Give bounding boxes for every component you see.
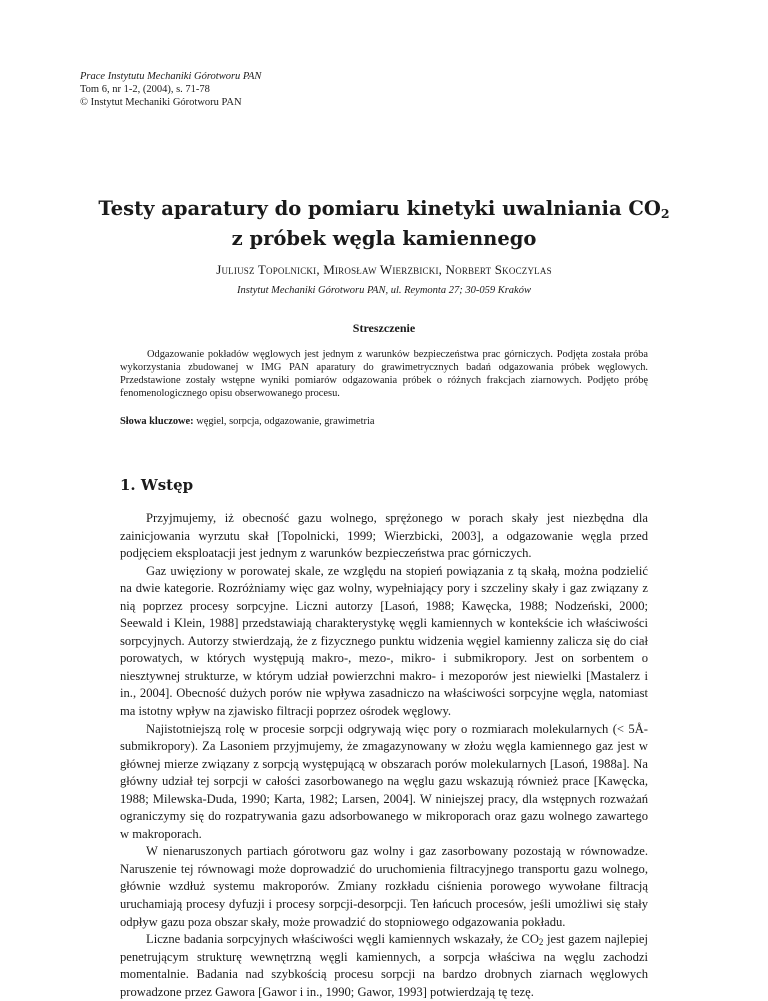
journal-info (80, 70, 261, 109)
paragraph-part: Liczne badania sorpcyjnych właściwości węgli kamiennych wskazały, że CO (146, 932, 539, 947)
paragraph-subscript: 2 (538, 937, 544, 948)
paragraph: W nienaruszonych partiach górotworu gaz wolny i gaz zasorbowany pozostają w równowadze. Naruszenie tej równowagi może doprowadzić do uruchomienia filtracyjnego transportu gazu wolnego, głównie wzdłuż systemu makroporów. Zmiany rozkładu ciśnienia porowego wywołane filtracją uruchamiają procesy dyfuzji i procesy sorpcji-desorpcji. Ten łańcuch procesów, jeśli umożliwi się stały odpływ gazu poza obszar skały, może prowadzić do stopniowego odgazowania pokładu. (120, 844, 648, 929)
title-subscript: 2 (660, 206, 670, 221)
abstract-heading: Streszczenie (352, 321, 416, 335)
keywords-text: węgiel, sorpcja, odgazowanie, grawimetria (193, 416, 375, 427)
section-body (120, 510, 648, 1001)
title-line-1: Testy aparatury do pomiaru kinetyki uwalniania CO (98, 197, 661, 220)
journal-volume: Tom 6, nr 1-2, (2004), s. 71-78 (80, 84, 210, 95)
keywords-label: Słowa kluczowe: (120, 416, 194, 427)
paragraph (120, 931, 648, 1001)
title-line-2: z próbek węgla kamiennego (231, 227, 537, 250)
section-heading: 1. Wstęp (120, 476, 194, 494)
paragraph: Przyjmujemy, iż obecność gazu wolnego, sprężonego w porach skały jest niezbędna dla zainicjowania wyrzutu skał [Topolnicki, 1999; Wierzbicki, 2003], a odgazowanie węgla przed podjęciem eksploatacji jest jednym z warunków bezpieczeństwa prac górniczych. (120, 511, 648, 561)
paper-title (0, 196, 768, 251)
keywords (120, 416, 648, 427)
paragraph-part: jest gazem najlepiej penetrującym strukturę wewnętrzną węgli kamiennych, a sorpcja właściwa na węglu zachodzi momentalnie. Badania nad szybkością procesu sorpcji na bardzo drobnych ziarnach węglowych prowadzone przez Gawora [Gawor i in., 1990; Gawor, 1993] potwierdzają tę tezę. (120, 932, 649, 999)
abstract-text: Odgazowanie pokładów węglowych jest jednym z warunków bezpieczeństwa prac górniczych. Podjęta została próba wykorzystania zbudowanej w IMG PAN aparatury do grawimetrycznych badań odgazowania próbek węglowych. Przedstawione zostały wstępne wyniki pomiarów odgazowania próbek o różnych frakcjach ziarnowych. Podjęto próbę fenomenologicznego opisu obserwowanego procesu. (120, 349, 648, 399)
paragraph: Najistotniejszą rolę w procesie sorpcji odgrywają więc pory o rozmiarach molekularnych (< 5Å- submikropory). Za Lasoniem przyjmujemy, że zmagazynowany w złożu węgla kamiennego gaz jest w głównej mierze związany z sorpcją występującą w obszarach porów molekularnych [Lasoń, 1988a]. Na główny udział tej sorpcji w całości zasorbowanego na węglu gazu wskazują również prace [Kawęcka, 1988; Milewska-Duda, 1990; Karta, 1982; Larsen, 2004]. W niniejszej pracy, dla wstępnych rozważań ograniczymy się do rozpatrywania gazu adsorbowanego w mikroporach oraz gazu wolnego zawartego w makroporach. (120, 721, 648, 841)
paragraph: Gaz uwięziony w porowatej skale, ze względu na stopień powiązania z tą skałą, można podzielić na dwie kategorie. Rozróżniamy więc gaz wolny, wypełniający pory i szczeliny skały i gaz związany z nią poprzez procesy sorpcyjne. Liczni autorzy [Lasoń, 1988; Kawęcka, 1988; Nodzeński, 2000; Seewald i Klein, 1988] przedstawiają charakterystykę węgli kamiennych w kontekście ich właściwości sorpcyjnych. Autorzy stwierdzają, że z fizycznego punktu widzenia węgiel kamienny zalicza się do ciał porowatych, w których występują makro-, mezo-, mikro- i submikropory. Jest on sorbentem o niesztywnej strukturze, w którym udział powierzchni makro- i mezoporów jest niewielki [Mastalerz i in., 2004]. Obecność dużych porów nie wpływa zasadniczo na właściwości sorpcyjne węgla, natomiast ma istotny wpływ na zjawisko filtracji poprzez ośrodek węglowy. (120, 563, 648, 719)
journal-copyright: © Instytut Mechaniki Górotworu PAN (80, 97, 242, 108)
affiliation: Instytut Mechaniki Górotworu PAN, ul. Reymonta 27; 30-059 Kraków (237, 285, 531, 296)
journal-name: Prace Instytutu Mechaniki Górotworu PAN (80, 71, 262, 82)
authors: Juliusz Topolnicki, Mirosław Wierzbicki, Norbert Skoczylas (216, 262, 552, 277)
